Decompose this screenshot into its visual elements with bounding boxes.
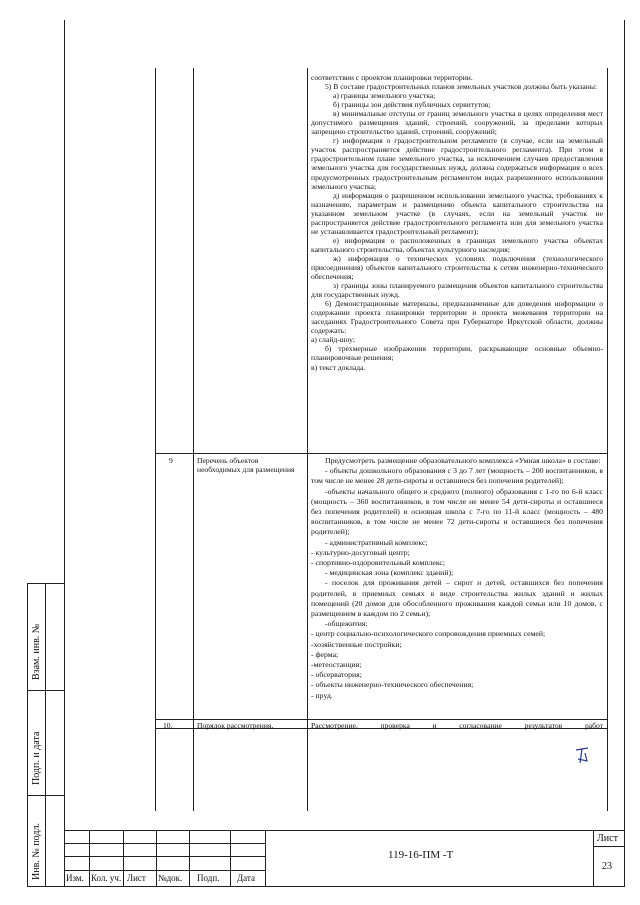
- para: а) границы земельного участка;: [333, 91, 436, 101]
- stamp-col-izm: Изм.: [66, 873, 84, 883]
- para: в) текст доклада.: [311, 362, 366, 372]
- row9-name: Перечень объектов необходимых для размещения: [197, 456, 295, 475]
- list-item: - центр социально-психологического сопровождения приемных семей;: [311, 629, 546, 639]
- para: соответствии с проектом планировки территории.: [311, 73, 473, 82]
- side-label-inv: Инв. № подл.: [31, 823, 42, 880]
- row10-name: Порядок рассмотрения,: [197, 721, 274, 730]
- para: 5) В составе градостроительных планов земельных участков должны быть указаны:: [325, 82, 598, 92]
- side-strip-div2: [27, 795, 65, 796]
- row10-text: Рассмотрение, проверка и согласование результатов работ: [311, 721, 603, 730]
- list-item: - пруд.: [311, 690, 333, 700]
- stamp-col-ndok: №док.: [158, 873, 183, 883]
- list-item: - спортивно-оздоровительный комплекс;: [311, 558, 446, 568]
- para: ж) информация о технических условиях подключения (технологического присоединения) объектов капитального строительства к сетям инженерно-технического обеспечения;: [311, 253, 603, 282]
- stamp-code: 119-16-ПМ -Т: [388, 849, 454, 861]
- list-item: - объекты дошкольного образования с 3 до 7 лет (мощность – 200 воспитанников, в том числе не менее 28 дети-сироты и оставшиеся без попечения родителей);: [311, 466, 603, 486]
- list-item: Предусмотреть размещение образовательного комплекса «Умная школа» в составе:: [325, 456, 601, 465]
- side-strip-left: [27, 583, 28, 887]
- list-item: - объекты инженерно-технического обеспечения;: [311, 680, 474, 690]
- stamp-col-kol-uch: Кол. уч.: [91, 873, 122, 883]
- list-item: - культурно-досуговый центр;: [311, 547, 410, 557]
- para: г) информация о градостроительном регламенте (в случае, если на земельный участок распространяется действие градостроительного регламента). При этом в градостроительном плане земельного участка, за исключением случаев предоставления земельного участка для государственных нужд, должна содержаться информация о всех предусмотренных градостроительным регламентом видах разрешенного использования земельного участка;: [311, 136, 603, 191]
- para: д) информация о разрешенном использовании земельного участка, требованиях к назначению, параметрам и размещению объекта капитального строительства на указанном земельном участке (в случаях, если на земельный участок не распространяется действие градостроительного регламента или для земельного участка не устанавливается градостроительный регламент);: [311, 190, 603, 236]
- row-top-text: [311, 73, 603, 372]
- para: а) слайд-шоу;: [311, 335, 355, 345]
- list-item: -объекты начального общего и среднего (полного) образования с 1-го по 6-й класс (мощность – 360 воспитанников, в том числе не менее 54 дети-сироты и оставшиеся без попечения родителей) и основная школа с 7-го по 11-й класс (мощность – 480 воспитанников, в том числе не менее 72 дети-сироты и оставшиеся без попечения родителей);: [311, 486, 603, 537]
- row9-items: [311, 456, 603, 701]
- stamp-col-list: Лист: [127, 873, 146, 883]
- para: 6) Демонстрационные материалы, предназначенные для доведения информации о содержании проекта планировки территории и проекта межевания территории на заседаниях Градостроительного Совета при Губернаторе Иркутской области, должны содержать:: [311, 299, 603, 336]
- para: б) границы зон действия публичных сервитутов;: [333, 100, 491, 110]
- stamp-col-podp: Подп.: [197, 873, 220, 883]
- frame-right: [624, 20, 625, 887]
- list-item: - поселок для проживания детей – сирот и детей, оставшихся без попечения родителей, в приемных семьях в виде строительства жилых зданий и жилых помещений (20 домов для обособленного проживания каждой семьи или 10 домов, с размещением в каждом по 2 семьи);: [311, 578, 603, 619]
- list-item: - административный комплекс;: [325, 537, 428, 547]
- side-strip-div1: [27, 690, 65, 691]
- list-item: - обсерватория;: [311, 670, 362, 680]
- side-label-podp: Подп. и дата: [31, 731, 42, 785]
- side-strip-top: [27, 583, 65, 584]
- para: з) границы зоны планируемого размещения объектов капитального строительства для государственных нужд.: [311, 281, 603, 300]
- para: е) информация о расположенных в границах земельного участка объектах капитального строительства, объектах культурного наследия;: [311, 235, 603, 254]
- para: б) трехмерные изображения территории, раскрывающие основные объемно-планировочные решения;: [311, 344, 603, 363]
- list-item: -метеостанция;: [311, 660, 362, 670]
- side-label-vzam: Взам. инв. №: [31, 623, 42, 680]
- para: в) минимальные отступы от границ земельного участка в целях определения мест допустимого размещения зданий, строений, сооружений, за пределами которых запрещено строительство зданий, строений, сооружений;: [311, 109, 603, 137]
- stamp-sheet-number: 23: [602, 861, 612, 872]
- frame-left: [64, 20, 65, 887]
- stamp-sheet-label: Лист: [597, 833, 618, 844]
- stamp-col-data: Дата: [237, 873, 255, 883]
- list-item: - ферма;: [311, 649, 339, 659]
- side-strip-bottom: [27, 886, 65, 887]
- list-item: -общежития;: [325, 619, 368, 629]
- list-item: -хозяйственные постройки;: [311, 639, 402, 649]
- frame-bottom: [64, 886, 625, 887]
- row10-number: 10.: [163, 721, 173, 730]
- list-item: - медицинская зона (комплекс зданий);: [325, 568, 454, 578]
- signature-mark: [573, 745, 593, 767]
- side-strip-mid: [45, 583, 46, 887]
- row9-number: 9: [169, 456, 173, 465]
